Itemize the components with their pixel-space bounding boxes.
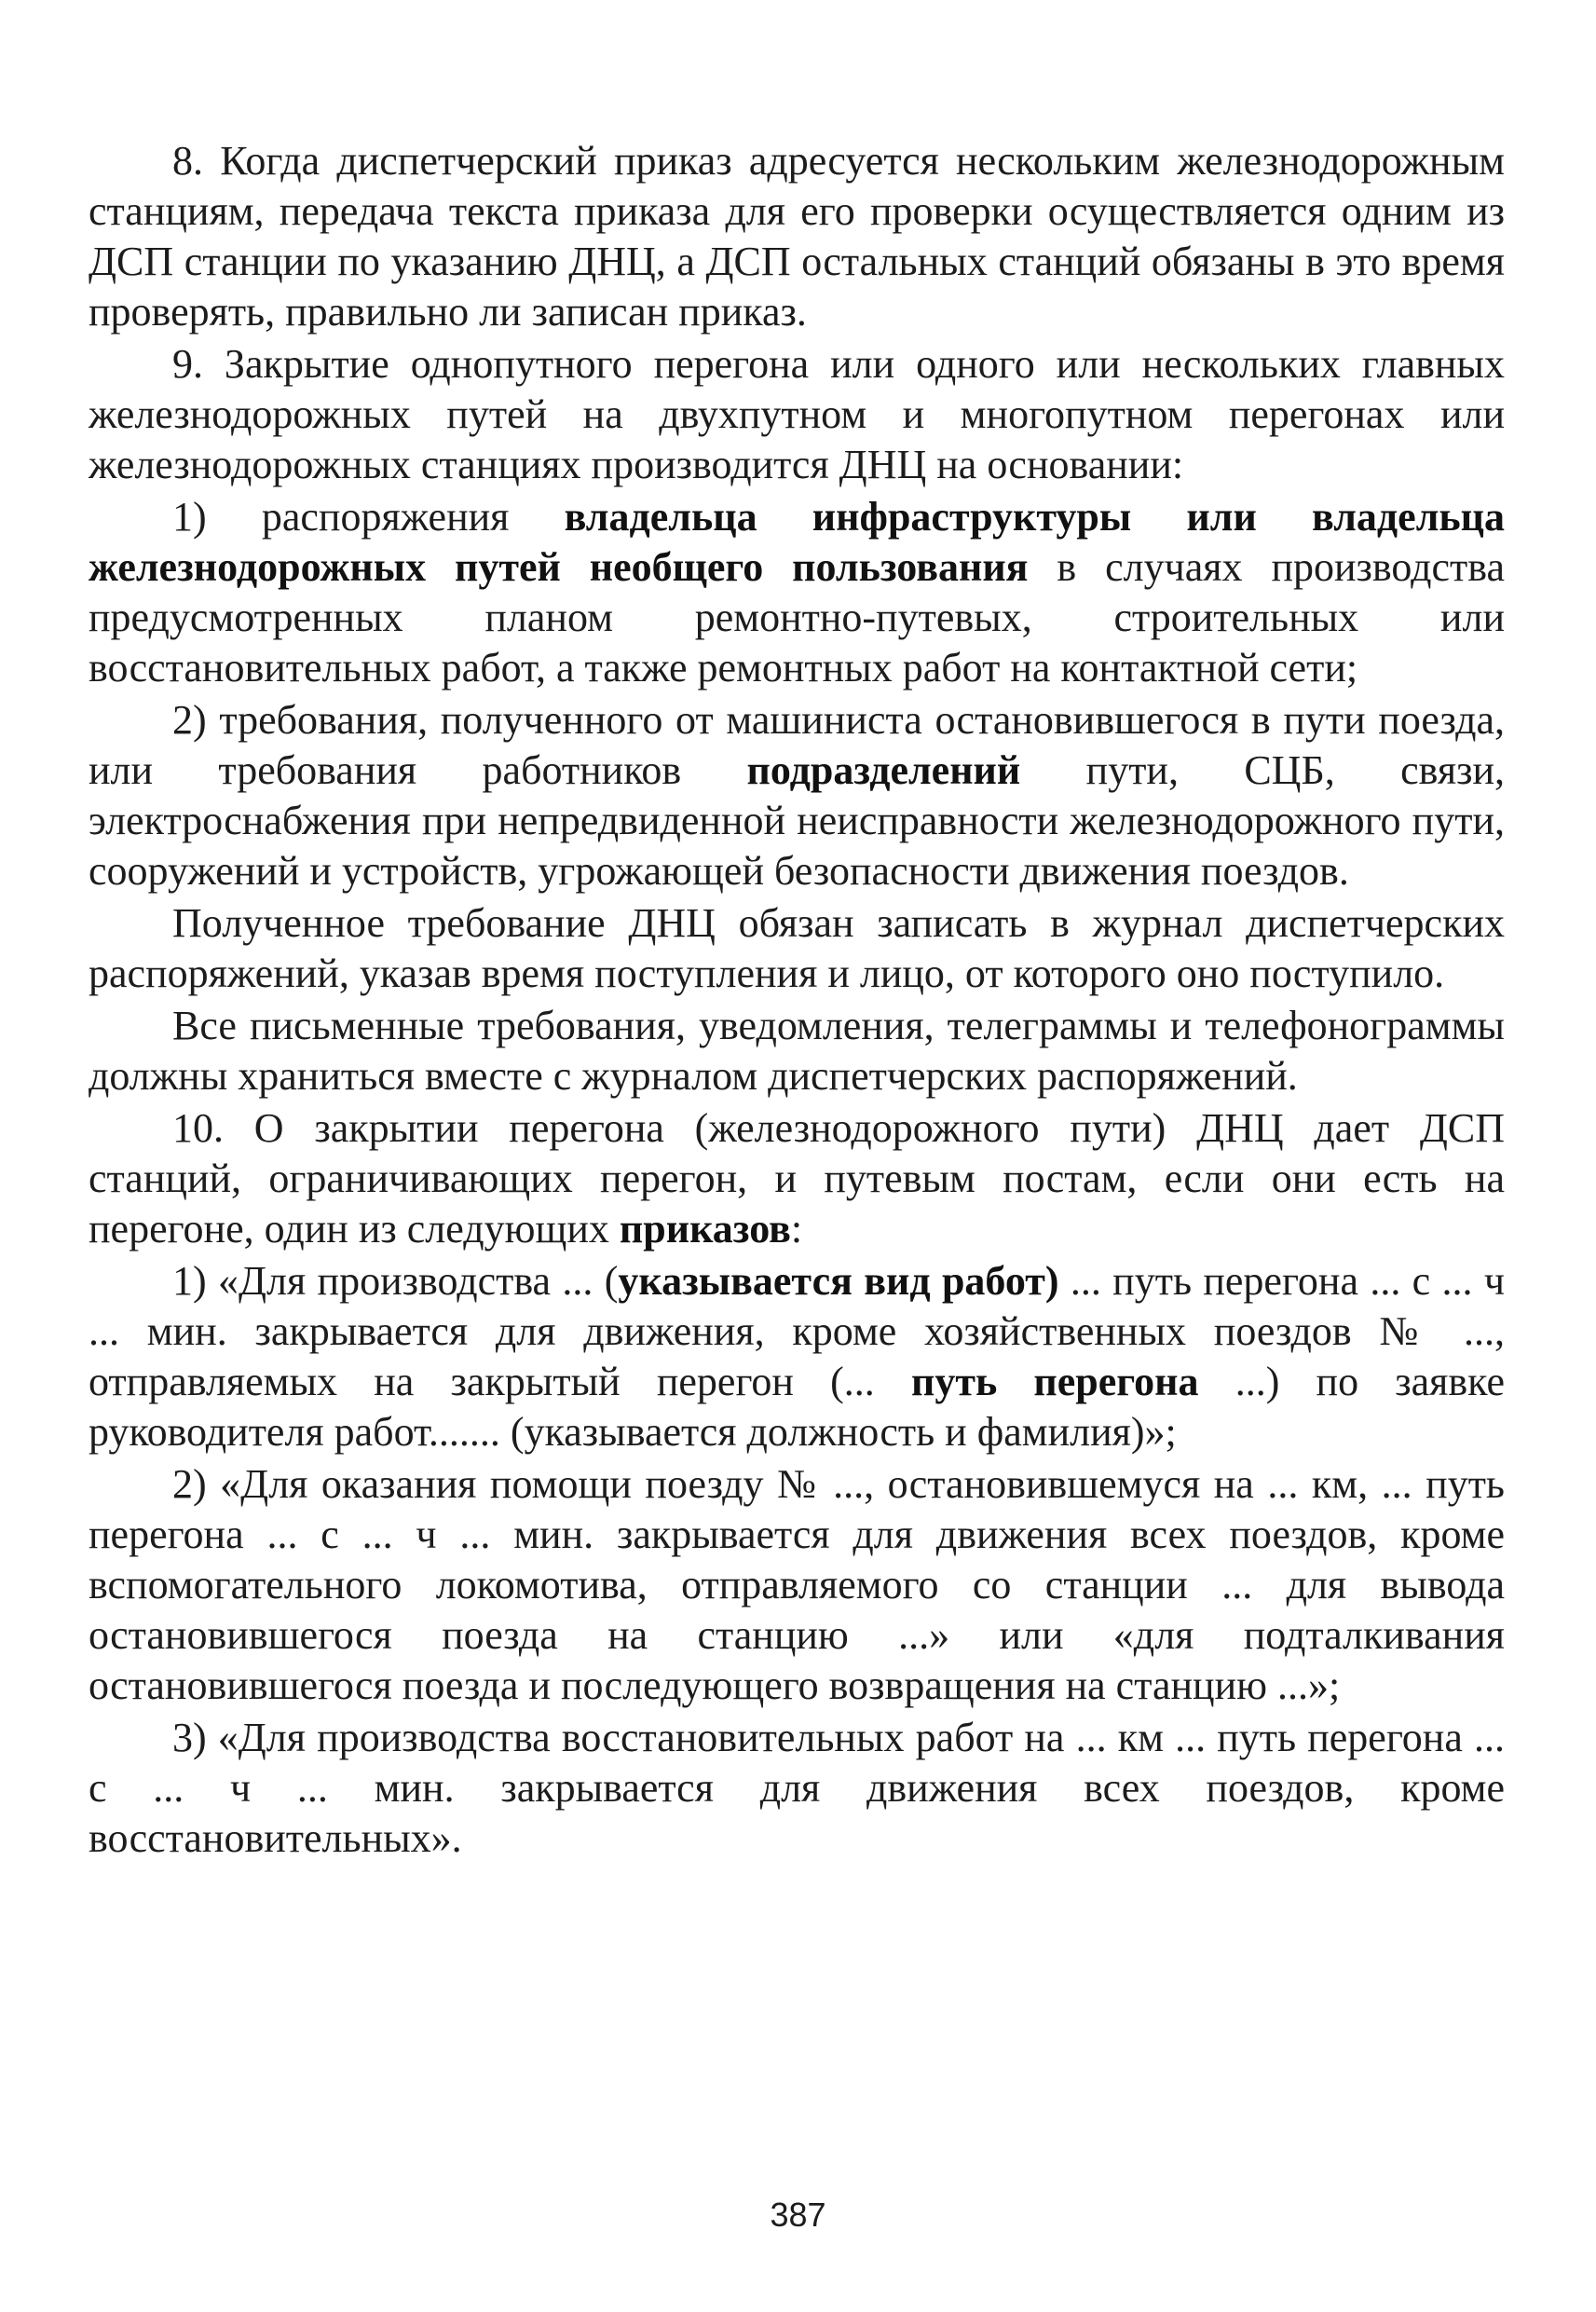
paragraph-9-note-1 bbox=[89, 898, 1505, 999]
text-segment: : bbox=[790, 1206, 803, 1252]
text-segment: 1) «Для производства ... ( bbox=[172, 1258, 619, 1304]
paragraph-10-item-1 bbox=[89, 1256, 1505, 1457]
paragraph-9 bbox=[89, 339, 1505, 490]
bold-segment: путь перегона bbox=[910, 1359, 1199, 1404]
text-segment: 1) распоряжения bbox=[172, 494, 565, 540]
text-segment: 2) требования, полученного от машиниста остановившегося в пути поезда, или требования работников bbox=[89, 697, 1505, 793]
bold-segment: приказов bbox=[619, 1206, 791, 1252]
bold-segment: подразделений bbox=[746, 747, 1021, 793]
bold-segment: владельца инфраструктуры или владельца железнодорожных путей необщего пользования bbox=[89, 494, 1505, 590]
body-text bbox=[89, 136, 1505, 1864]
text-segment: 2) «Для оказания помощи поезду № ..., остановившемуся на ... км, ... путь перегона ... с ... ч ... мин. закрывается для движения всех поездов, кроме вспомогательного локомотива, отправляемого со станции ... для вывода остановившегося поезда на станцию ...» или «для подталкивания остановившегося поезда и последующего возвращения на станцию ...»; bbox=[89, 1461, 1505, 1708]
paragraph-8 bbox=[89, 136, 1505, 337]
text-segment: Все письменные требования, уведомления, телеграммы и телефонограммы должны храниться вместе с журналом диспетчерских распоряжений. bbox=[89, 1003, 1505, 1099]
text-segment: ... путь перегона ... с ... ч ... мин. закрывается для движения, кроме хозяйственных поездов № ..., отправляемых на закрытый перегон (... bbox=[89, 1258, 1505, 1404]
text-segment: ...) по заявке руководителя работ....... (указывается должность и фамилия)»; bbox=[89, 1359, 1505, 1455]
paragraph-9-item-2 bbox=[89, 695, 1505, 896]
text-segment: 10. О закрытии перегона (железнодорожного пути) ДНЦ дает ДСП станций, ограничивающих перегон, и путевым постам, если они есть на перегоне, один из следующих bbox=[89, 1105, 1505, 1252]
text-segment: пути, СЦБ, связи, электроснабжения при непредвиденной неисправности железнодорожного пути, сооружений и устройств, угрожающей безопасности движения поездов. bbox=[89, 747, 1505, 894]
paragraph-10-item-2 bbox=[89, 1459, 1505, 1711]
paragraph-10 bbox=[89, 1103, 1505, 1254]
text-segment: в случаях производства предусмотренных планом ремонтно-путевых, строительных или восстановительных работ, а также ремонтных работ на контактной сети; bbox=[89, 544, 1505, 691]
paragraph-9-note-2 bbox=[89, 1001, 1505, 1101]
text-segment: Полученное требование ДНЦ обязан записать в журнал диспетчерских распоряжений, указав время поступления и лицо, от которого оно поступило. bbox=[89, 900, 1505, 996]
paragraph-9-item-1 bbox=[89, 492, 1505, 693]
text-segment: 3) «Для производства восстановительных работ на ... км ... путь перегона ... с ... ч ... мин. закрывается для движения всех поездов, кроме восстановительных». bbox=[89, 1715, 1505, 1861]
paragraph-10-item-3 bbox=[89, 1713, 1505, 1864]
text-segment: 8. Когда диспетчерский приказ адресуется нескольким железнодорожным станциям, передача текста приказа для его проверки осуществляется одним из ДСП станции по указанию ДНЦ, а ДСП остальных станций обязаны в это время проверять, правильно ли записан приказ. bbox=[89, 138, 1505, 335]
page-number: 387 bbox=[770, 2196, 826, 2234]
bold-segment: указывается вид работ) bbox=[618, 1258, 1059, 1304]
text-segment: 9. Закрытие однопутного перегона или одного или нескольких главных железнодорожных путей на двухпутном и многопутном перегонах или железнодорожных станциях производится ДНЦ на основании: bbox=[89, 341, 1505, 487]
